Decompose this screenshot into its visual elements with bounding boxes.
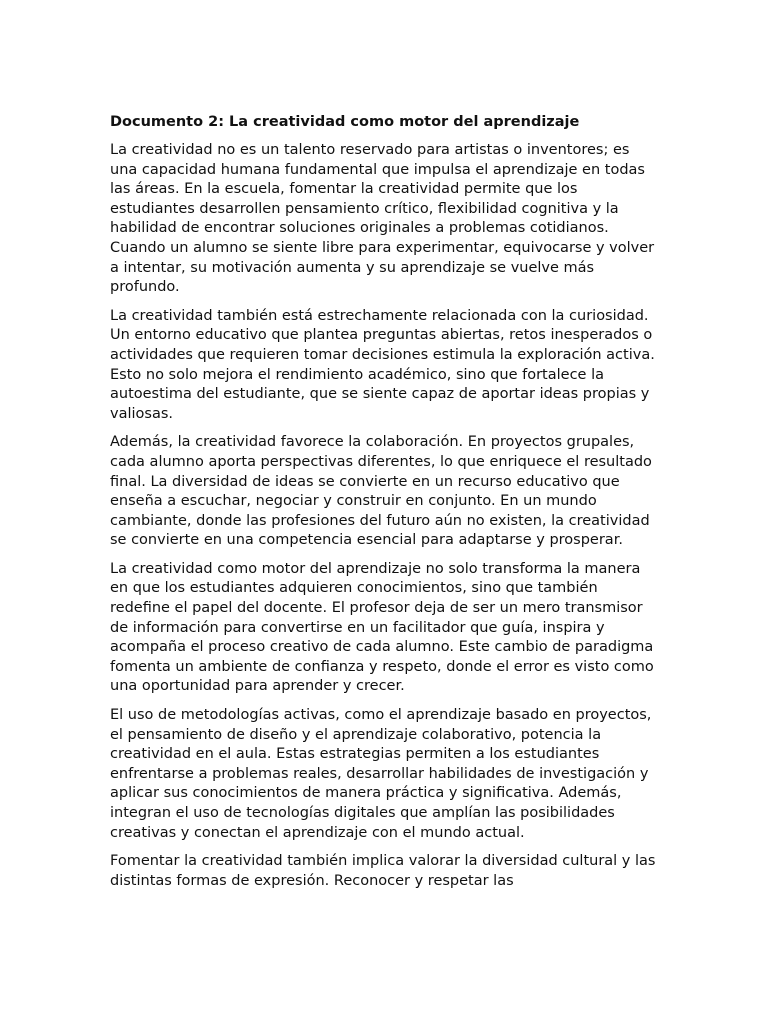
document-title: Documento 2: La creatividad como motor del aprendizaje (110, 114, 580, 130)
document-page (110, 112, 660, 900)
paragraph-5: El uso de metodologías activas, como el aprendizaje basado en proyectos, el pensamiento de diseño y el aprendizaje colaborativo, potencia la creatividad en el aula. Estas estrategias permiten a los estudiantes enfrentarse a problemas reales, desarrollar habilidades de investigación y aplicar sus conocimientos de manera práctica y significativa. Además, integran el uso de tecnologías digitales que amplían las posibilidades creativas y conectan el aprendizaje con el mundo actual. (110, 707, 652, 841)
paragraph-6: Fomentar la creatividad también implica valorar la diversidad cultural y las distintas formas de expresión. Reconocer y respetar las (110, 853, 656, 889)
paragraph-2: La creatividad también está estrechamente relacionada con la curiosidad. Un entorno educativo que plantea preguntas abiertas, retos inesperados o actividades que requieren tomar decisiones estimula la exploración activa. Esto no solo mejora el rendimiento académico, sino que fortalece la autoestima del estudiante, que se siente capaz de aportar ideas propias y valiosas. (110, 307, 655, 422)
paragraph-4: La creatividad como motor del aprendizaje no solo transforma la manera en que los estudiantes adquieren conocimientos, sino que también redefine el papel del docente. El profesor deja de ser un mero transmisor de información para convertirse en un facilitador que guía, inspira y acompaña el proceso creativo de cada alumno. Este cambio de paradigma fomenta un ambiente de confianza y respeto, donde el error es visto como una oportunidad para aprender y crecer. (110, 560, 654, 695)
paragraph-3: Además, la creatividad favorece la colaboración. En proyectos grupales, cada alumno aporta perspectivas diferentes, lo que enriquece el resultado final. La diversidad de ideas se convierte en un recurso educativo que enseña a escuchar, negociar y construir en conjunto. En un mundo cambiante, donde las profesiones del futuro aún no existen, la creatividad se convierte en una competencia esencial para adaptarse y prosperar. (110, 434, 652, 549)
paragraph-1: La creatividad no es un talento reservado para artistas o inventores; es una capacidad humana fundamental que impulsa el aprendizaje en todas las áreas. En la escuela, fomentar la creatividad permite que los estudiantes desarrollen pensamiento crítico, flexibilidad cognitiva y la habilidad de encontrar soluciones originales a problemas cotidianos. Cuando un alumno se siente libre para experimentar, equivocarse y volver a intentar, su motivación aumenta y su aprendizaje se vuelve más profundo. (110, 142, 655, 296)
